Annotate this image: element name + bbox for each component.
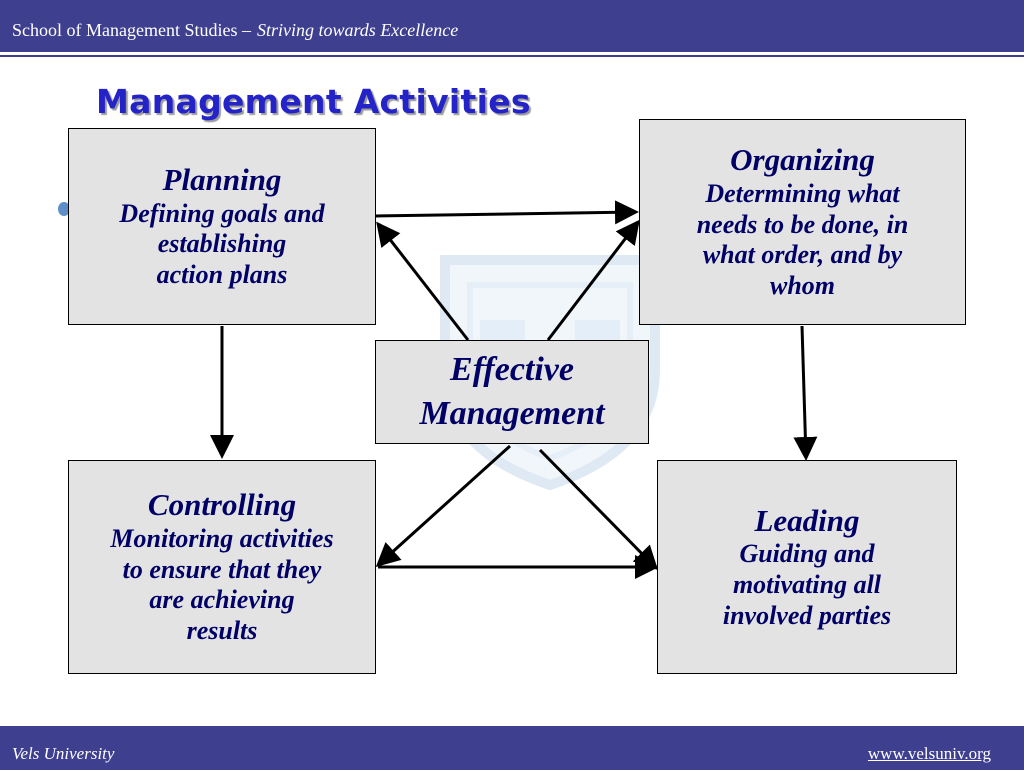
planning-box bbox=[68, 128, 376, 325]
footer-university: Vels University bbox=[12, 744, 115, 763]
controlling-heading: Controlling bbox=[147, 487, 297, 523]
controlling-line-4: results bbox=[186, 615, 258, 645]
header-tagline: Striving towards Excellence bbox=[256, 20, 459, 40]
organizing-line-2: needs to be done, in bbox=[696, 209, 909, 239]
organizing-line-4: whom bbox=[769, 270, 836, 300]
planning-line-1: Defining goals and bbox=[119, 198, 325, 228]
arrow-organizing-to-leading bbox=[802, 326, 806, 458]
controlling-line-3: are achieving bbox=[149, 585, 295, 615]
center-heading-line-1: Effective bbox=[450, 350, 574, 388]
leading-heading: Leading bbox=[754, 502, 860, 538]
planning-line-2: establishing bbox=[157, 229, 287, 259]
footer-bar bbox=[0, 724, 1024, 770]
controlling-line-1: Monitoring activities bbox=[110, 523, 334, 553]
arrow-center-to-planning bbox=[378, 224, 468, 340]
controlling-box bbox=[68, 460, 376, 674]
planning-line-3: action plans bbox=[156, 260, 288, 290]
effective-management-box bbox=[375, 340, 649, 444]
arrow-center-to-leading bbox=[540, 450, 656, 568]
center-heading-line-2: Management bbox=[419, 395, 605, 432]
leading-line-2: motivating all bbox=[732, 569, 882, 599]
organizing-heading: Organizing bbox=[730, 142, 875, 178]
footer-website-link[interactable]: www.velsuniv.org bbox=[867, 744, 991, 763]
organizing-line-3: what order, and by bbox=[702, 240, 903, 270]
leading-line-1: Guiding and bbox=[739, 539, 875, 569]
planning-heading: Planning bbox=[162, 162, 282, 198]
organizing-box bbox=[639, 119, 966, 325]
controlling-line-2: to ensure that they bbox=[122, 554, 322, 584]
arrow-planning-to-organizing bbox=[376, 212, 636, 216]
leading-line-3: involved parties bbox=[722, 600, 892, 630]
header-school: School of Management Studies – bbox=[12, 20, 251, 40]
arrow-center-to-controlling bbox=[378, 446, 510, 565]
arrow-center-to-organizing bbox=[548, 222, 638, 340]
organizing-line-1: Determining what bbox=[705, 178, 900, 208]
leading-box bbox=[657, 460, 957, 674]
page-title: Management Activities bbox=[96, 82, 531, 121]
